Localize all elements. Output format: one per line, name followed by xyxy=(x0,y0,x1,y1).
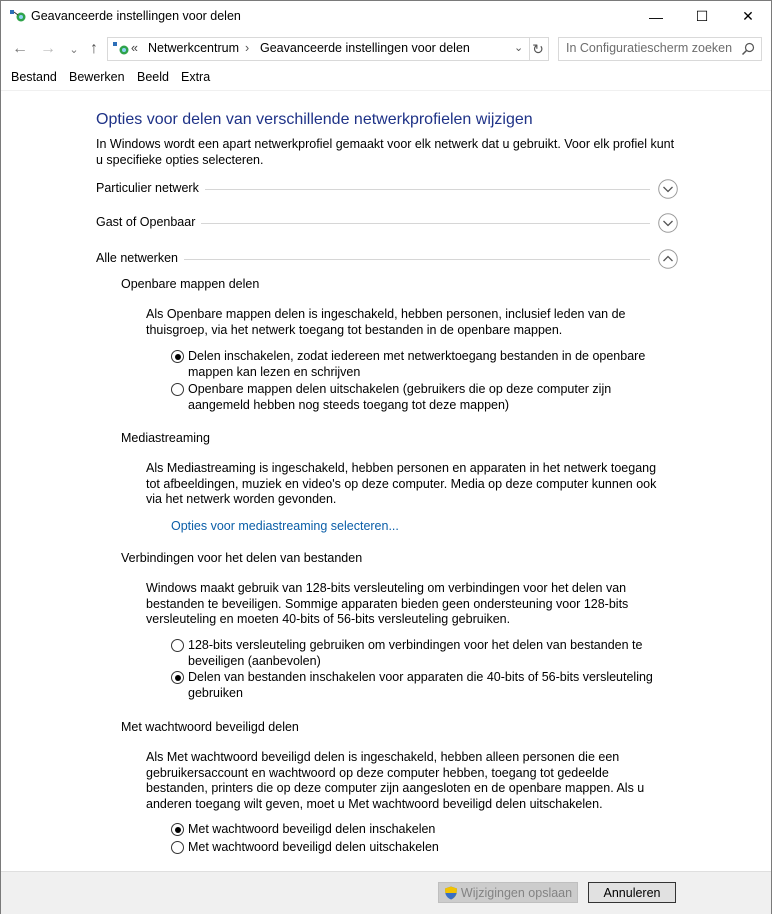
section-title: Openbare mappen delen xyxy=(121,277,267,291)
chevron-down-icon[interactable] xyxy=(658,179,678,199)
save-label: Wijzigingen opslaan xyxy=(460,885,573,900)
save-changes-button[interactable] xyxy=(438,882,578,903)
radio-public-folders-on[interactable] xyxy=(171,349,671,381)
section-title: Mediastreaming xyxy=(121,431,218,445)
address-dropdown-icon[interactable]: ⌄ xyxy=(514,42,524,54)
profile-guest[interactable] xyxy=(96,213,678,237)
radio-public-folders-off[interactable] xyxy=(171,382,671,414)
radio-label: Met wachtwoord beveiligd delen inschakelen xyxy=(188,822,436,836)
address-bar[interactable] xyxy=(107,37,530,61)
menu-edit[interactable]: Bewerken xyxy=(69,70,125,84)
menu-extra[interactable]: Extra xyxy=(181,70,211,84)
radio-button-selected[interactable] xyxy=(171,823,184,836)
window-title: Geavanceerde instellingen voor delen xyxy=(31,9,241,23)
media-streaming-options-link[interactable]: Opties voor mediastreaming selecteren... xyxy=(171,519,399,533)
cancel-button[interactable]: Annuleren xyxy=(588,882,676,903)
section-password-sharing xyxy=(121,720,677,738)
radio-button[interactable] xyxy=(171,841,184,854)
radio-label: Openbare mappen delen uitschakelen (gebruikers die op deze computer zijn aangemeld hebben nog steeds toegang tot deze mappen) xyxy=(188,382,612,412)
menu-view[interactable]: Beeld xyxy=(137,70,169,84)
close-button[interactable]: ✕ xyxy=(742,8,754,24)
radio-label: 128-bits versleuteling gebruiken om verbindingen voor het delen van bestanden te beveiligen (aanbevolen) xyxy=(188,638,643,668)
radio-button[interactable] xyxy=(171,383,184,396)
footer-bar xyxy=(1,871,771,914)
radio-button-selected[interactable] xyxy=(171,671,184,684)
breadcrumb-current[interactable]: Geavanceerde instellingen voor delen xyxy=(260,41,470,55)
radio-label: Met wachtwoord beveiligd delen uitschakelen xyxy=(188,840,439,854)
page-intro: In Windows wordt een apart netwerkprofiel gemaakt voor elk netwerk dat u gebruikt. Voor elk profiel kunt u specifieke opties selecteren. xyxy=(96,137,675,167)
section-description: Windows maakt gebruik van 128-bits versleuteling om verbindingen voor het delen van bestanden te beveiligen. Sommige apparaten bieden geen ondersteuning voor 128-bits versleuteling en moeten 40-bits of 56-bits versleuteling gebruiken. xyxy=(146,581,629,626)
recent-locations-button[interactable]: ⌄ xyxy=(69,43,79,56)
radio-button-selected[interactable] xyxy=(171,350,184,363)
divider xyxy=(301,728,677,729)
radio-label: Delen inschakelen, zodat iedereen met netwerktoegang bestanden in de openbare mappen kan lezen en schrijven xyxy=(188,349,646,379)
section-public-folders xyxy=(121,277,677,295)
profile-label: Particulier netwerk xyxy=(96,181,205,195)
network-icon xyxy=(112,41,130,56)
refresh-button[interactable]: ↻ xyxy=(528,37,549,61)
section-title: Met wachtwoord beveiligd delen xyxy=(121,720,307,734)
divider xyxy=(356,559,677,560)
section-title: Verbindingen voor het delen van bestanden xyxy=(121,551,370,565)
section-description: Als Met wachtwoord beveiligd delen is ingeschakeld, hebben alleen personen die een gebruikersaccount en wachtwoord op deze computer hebben, toegang tot gedeelde bestanden, printers die op deze computer zijn aangesloten en de openbare mappen. Als u anderen toegang wilt geven, moet u Met wachtwoord beveiligd delen uitschakelen. xyxy=(146,750,645,811)
divider xyxy=(216,439,677,440)
main-content xyxy=(1,91,771,871)
chevron-down-icon[interactable] xyxy=(658,213,678,233)
radio-40-56bit-encryption[interactable] xyxy=(171,670,671,702)
network-icon xyxy=(9,9,27,23)
search-icon xyxy=(741,42,755,56)
radio-password-sharing-off[interactable] xyxy=(171,840,671,857)
address-row xyxy=(1,35,771,63)
radio-128bit-encryption[interactable] xyxy=(171,638,671,670)
radio-button[interactable] xyxy=(171,639,184,652)
up-button[interactable]: ↑ xyxy=(90,40,98,57)
section-media-streaming xyxy=(121,431,677,449)
radio-label: Delen van bestanden inschakelen voor apparaten die 40-bits of 56-bits versleuteling gebruiken xyxy=(188,670,653,700)
maximize-button[interactable]: ☐ xyxy=(695,8,709,24)
profile-private[interactable] xyxy=(96,179,678,203)
forward-button[interactable]: → xyxy=(40,40,56,57)
breadcrumb-overflow[interactable]: « xyxy=(131,41,138,55)
shield-icon xyxy=(444,886,458,900)
breadcrumb-separator: › xyxy=(245,41,250,55)
section-description: Als Openbare mappen delen is ingeschakeld, hebben personen, inclusief leden van de thuisgroep, via het netwerk toegang tot bestanden in de openbare mappen. xyxy=(146,307,626,337)
profile-label: Alle netwerken xyxy=(96,251,184,265)
chevron-up-icon[interactable] xyxy=(658,249,678,269)
radio-password-sharing-on[interactable] xyxy=(171,822,671,839)
section-file-sharing-connections xyxy=(121,551,677,569)
divider xyxy=(261,285,677,286)
divider xyxy=(194,223,650,224)
title-bar xyxy=(1,1,771,32)
menu-file[interactable]: Bestand xyxy=(11,70,57,84)
divider xyxy=(200,189,650,190)
page-title: Opties voor delen van verschillende netwerkprofielen wijzigen xyxy=(96,111,533,128)
profile-label: Gast of Openbaar xyxy=(96,215,201,229)
minimize-button[interactable]: — xyxy=(649,8,663,25)
search-box[interactable] xyxy=(558,37,762,61)
section-description: Als Mediastreaming is ingeschakeld, hebben personen en apparaten in het netwerk toegang tot afbeeldingen, muziek en video's op deze computer. Media op deze computer kunnen ook via het netwerk worden gevonden. xyxy=(146,461,657,506)
breadcrumb-netwerkcentrum[interactable]: Netwerkcentrum xyxy=(148,41,239,55)
profile-all-networks[interactable] xyxy=(96,249,678,273)
search-input[interactable] xyxy=(566,41,736,55)
menu-bar xyxy=(1,67,771,89)
divider xyxy=(182,259,650,260)
back-button[interactable]: ← xyxy=(12,40,28,57)
